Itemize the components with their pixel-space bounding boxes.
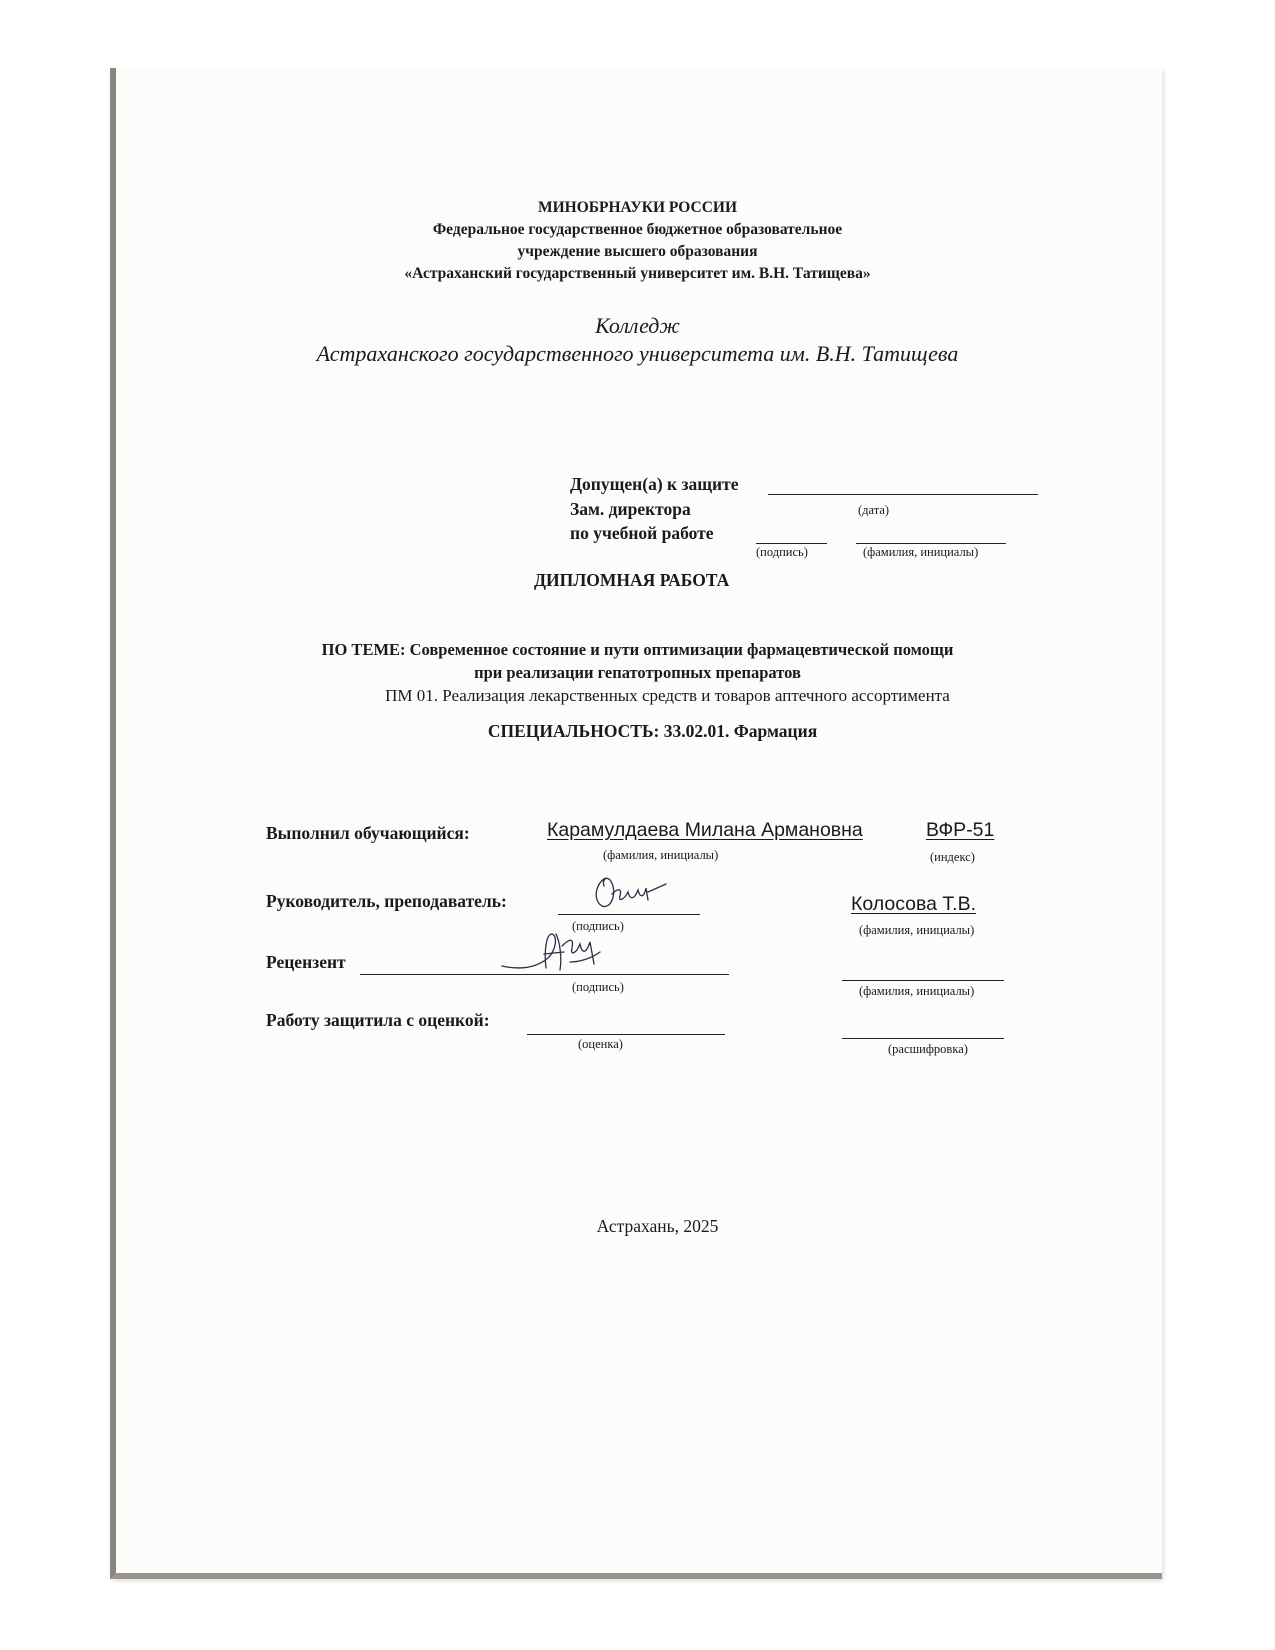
professional-module: ПМ 01. Реализация лекарственных средств и товаров аптечного ассортимента <box>385 686 950 705</box>
defense-grade-label: Работу защитила с оценкой: <box>266 1010 490 1030</box>
specialty: СПЕЦИАЛЬНОСТЬ: 33.02.01. Фармация <box>487 721 818 741</box>
admission-date-line <box>768 494 1038 495</box>
institution-line-2: учреждение высшего образования <box>517 243 758 260</box>
supervisor-label: Руководитель, преподаватель: <box>266 891 507 911</box>
ministry-line: МИНОБРНАУКИ РОССИИ <box>537 199 738 216</box>
deputy-name-caption: (фамилия, инициалы) <box>863 545 979 559</box>
college-line-2: Астраханского государственного университета им. В.Н. Татищева <box>316 341 959 366</box>
performer-group: ВФР-51 <box>926 819 995 841</box>
performer-label: Выполнил обучающийся: <box>266 823 470 843</box>
admitted-label: Допущен(а) к защите <box>570 474 739 494</box>
reviewer-name-line <box>842 980 1004 981</box>
supervisor-signature-icon <box>588 870 668 922</box>
performer-name: Карамулдаева Милана Армановна <box>547 819 863 841</box>
date-caption: (дата) <box>858 503 890 517</box>
supervisor-signature-caption: (подпись) <box>572 919 624 933</box>
college-line-1: Колледж <box>595 313 680 338</box>
topic-line-1: ПО ТЕМЕ: Современное состояние и пути оптимизации фармацевтической помощи <box>321 640 954 659</box>
document-type-title: ДИПЛОМНАЯ РАБОТА <box>534 570 730 590</box>
performer-name-caption: (фамилия, инициалы) <box>603 848 719 862</box>
reviewer-label: Рецензент <box>266 952 346 972</box>
grade-caption: (оценка) <box>578 1037 623 1051</box>
supervisor-name-caption: (фамилия, инициалы) <box>859 923 975 937</box>
institution-line-1: Федеральное государственное бюджетное образовательное <box>432 221 843 238</box>
academic-work-label: по учебной работе <box>570 523 714 543</box>
topic-line-2: при реализации гепатотропных препаратов <box>474 663 801 682</box>
reviewer-signature-caption: (подпись) <box>572 980 624 994</box>
city-year: Астрахань, 2025 <box>596 1216 719 1236</box>
reviewer-signature-icon <box>500 928 610 984</box>
deputy-signature-line <box>756 543 827 544</box>
deputy-name-line <box>856 543 1006 544</box>
performer-group-caption: (индекс) <box>930 850 975 864</box>
grade-line <box>527 1034 725 1035</box>
deputy-signature-caption: (подпись) <box>756 545 808 559</box>
supervisor-name: Колосова Т.В. <box>851 893 977 915</box>
university-name: «Астраханский государственный университет им. В.Н. Татищева» <box>404 265 871 282</box>
grade-decoding-caption: (расшифровка) <box>888 1042 968 1056</box>
grade-decoding-line <box>842 1038 1004 1039</box>
reviewer-name-caption: (фамилия, инициалы) <box>859 984 975 998</box>
deputy-director-label: Зам. директора <box>570 499 691 519</box>
